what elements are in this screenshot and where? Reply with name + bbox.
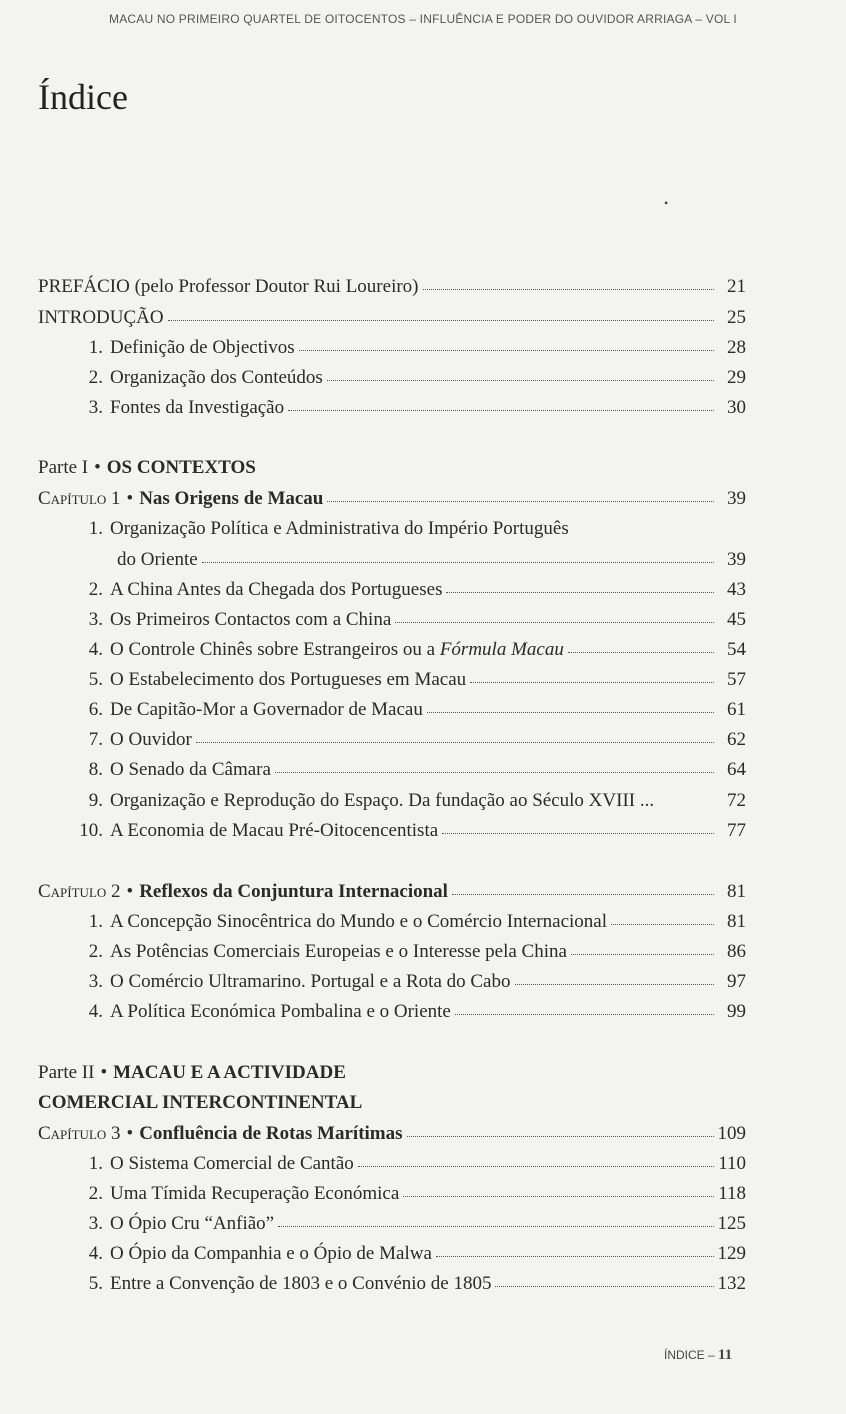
page-number: 25 xyxy=(727,307,746,328)
dot-leader xyxy=(611,923,714,925)
dot-leader xyxy=(436,1255,714,1257)
toc-entry[interactable] xyxy=(38,967,746,997)
bullet: • xyxy=(126,881,134,902)
page-number: 28 xyxy=(727,337,746,358)
entry-number: 1. xyxy=(88,911,103,932)
entry-number: 1. xyxy=(88,518,103,539)
toc-chapter-3[interactable] xyxy=(38,1119,746,1149)
toc-entry[interactable] xyxy=(38,937,746,967)
page-number: 118 xyxy=(718,1183,746,1204)
toc-entry[interactable] xyxy=(38,363,746,393)
entry-number: 2. xyxy=(88,579,103,600)
page-number: 77 xyxy=(727,820,746,841)
bullet: • xyxy=(100,1062,108,1083)
bullet: • xyxy=(126,488,134,509)
toc-entry[interactable] xyxy=(38,1209,746,1239)
entry-label: O Ópio da Companhia e o Ópio de Malwa xyxy=(110,1243,432,1264)
entry-number: 3. xyxy=(88,609,103,630)
entry-label: O Ouvidor xyxy=(110,729,192,750)
page-number: 109 xyxy=(717,1123,746,1144)
entry-number: 4. xyxy=(88,639,103,660)
dot-leader xyxy=(515,983,715,985)
dot-leader xyxy=(202,561,714,563)
page-number: 30 xyxy=(727,397,746,418)
part-heading-1 xyxy=(38,453,256,483)
dot-leader xyxy=(275,771,714,773)
entry-number: 3. xyxy=(88,1213,103,1234)
toc-entry[interactable] xyxy=(38,514,746,544)
entry-number: 8. xyxy=(88,759,103,780)
entry-label: do Oriente xyxy=(117,549,198,570)
page-number: 21 xyxy=(727,276,746,297)
page-number: 81 xyxy=(727,911,746,932)
toc-entry[interactable] xyxy=(38,1269,746,1299)
entry-label: Fontes da Investigação xyxy=(110,397,285,418)
page-footer xyxy=(664,1347,732,1364)
toc-entry[interactable] xyxy=(38,1179,746,1209)
page-number: 132 xyxy=(717,1273,746,1294)
page-number: 43 xyxy=(727,579,746,600)
chapter-title: Confluência de Rotas Marítimas xyxy=(139,1123,403,1144)
entry-label: De Capitão-Mor a Governador de Macau xyxy=(110,699,423,720)
page-number: 62 xyxy=(727,729,746,750)
toc-entry-continuation[interactable] xyxy=(117,545,746,575)
page-number: 39 xyxy=(727,488,746,509)
toc-entry[interactable] xyxy=(38,786,746,816)
entry-number: 1. xyxy=(88,1153,103,1174)
toc-chapter-2[interactable] xyxy=(38,877,746,907)
dot-leader xyxy=(358,1165,714,1167)
toc-entry[interactable] xyxy=(38,997,746,1027)
dot-leader xyxy=(571,953,714,955)
dot-leader xyxy=(455,1013,714,1015)
stray-mark: • xyxy=(664,196,669,210)
entry-label: As Potências Comerciais Europeias e o Interesse pela China xyxy=(110,941,567,962)
toc-entry[interactable] xyxy=(38,755,746,785)
entry-number: 5. xyxy=(88,669,103,690)
footer-label: ÍNDICE – xyxy=(664,1348,719,1362)
entry-label: A Política Económica Pombalina e o Oriente xyxy=(110,1001,451,1022)
entry-label: A Economia de Macau Pré-Oitocencentista xyxy=(110,820,439,841)
dot-leader xyxy=(278,1225,713,1227)
dot-leader xyxy=(168,319,714,321)
entry-label: A Concepção Sinocêntrica do Mundo e o Comércio Internacional xyxy=(110,911,608,932)
toc-entry[interactable] xyxy=(38,907,746,937)
entry-label: Definição de Objectivos xyxy=(110,337,295,358)
prefacio-note: (pelo Professor Doutor Rui Loureiro) xyxy=(129,276,419,297)
entry-number: 6. xyxy=(88,699,103,720)
chapter-prefix: Capítulo 2 xyxy=(38,881,121,902)
entry-label: O Comércio Ultramarino. Portugal e a Rota do Cabo xyxy=(110,971,511,992)
page-number: 86 xyxy=(727,941,746,962)
entry-number: 9. xyxy=(88,790,103,811)
toc-entry-prefacio[interactable] xyxy=(38,272,746,302)
entry-number: 2. xyxy=(88,367,103,388)
dot-leader xyxy=(442,832,714,834)
chapter-title: Nas Origens de Macau xyxy=(139,488,324,509)
page-number: 54 xyxy=(727,639,746,660)
page-number: 29 xyxy=(727,367,746,388)
entry-number: 3. xyxy=(88,971,103,992)
entry-label: Organização dos Conteúdos xyxy=(110,367,323,388)
part-title-continuation: COMERCIAL INTERCONTINENTAL xyxy=(38,1092,363,1113)
part-title: OS CONTEXTOS xyxy=(106,457,256,478)
entry-number: 4. xyxy=(88,1243,103,1264)
dot-leader xyxy=(327,500,714,502)
toc-entry[interactable] xyxy=(38,635,746,665)
toc-entry[interactable] xyxy=(38,725,746,755)
dot-leader xyxy=(327,379,714,381)
entry-label: Entre a Convenção de 1803 e o Convénio de 1805 xyxy=(110,1273,492,1294)
part-heading-2 xyxy=(38,1058,346,1088)
chapter-prefix: Capítulo 1 xyxy=(38,488,121,509)
page-number: 81 xyxy=(727,881,746,902)
entry-number: 7. xyxy=(88,729,103,750)
entry-label: Organização e Reprodução do Espaço. Da fundação ao Século XVIII ... xyxy=(110,790,655,811)
entry-label: O Sistema Comercial de Cantão xyxy=(110,1153,354,1174)
dot-leader xyxy=(403,1195,714,1197)
dot-leader xyxy=(452,893,714,895)
dot-leader xyxy=(427,711,714,713)
page-number: 39 xyxy=(727,549,746,570)
toc-entry[interactable] xyxy=(38,1239,746,1269)
toc-entry-introducao[interactable] xyxy=(38,303,746,333)
entry-label: O Estabelecimento dos Portugueses em Macau xyxy=(110,669,467,690)
entry-label: Organização Política e Administrativa do Império Português xyxy=(110,518,569,539)
page-title: Índice xyxy=(38,77,128,117)
entry-number: 2. xyxy=(88,1183,103,1204)
dot-leader xyxy=(423,288,715,290)
dot-leader xyxy=(196,741,714,743)
dot-leader xyxy=(407,1135,714,1137)
prefacio-label: PREFÁCIO xyxy=(38,276,130,297)
toc-entry[interactable] xyxy=(38,575,746,605)
chapter-prefix: Capítulo 3 xyxy=(38,1123,121,1144)
toc-entry[interactable] xyxy=(38,333,746,363)
entry-label: Os Primeiros Contactos com a China xyxy=(110,609,392,630)
entry-number: 10. xyxy=(79,820,103,841)
entry-label: O Controle Chinês sobre Estrangeiros ou a xyxy=(110,639,440,660)
page-number: 61 xyxy=(727,699,746,720)
entry-number: 5. xyxy=(88,1273,103,1294)
entry-number: 1. xyxy=(88,337,103,358)
dot-leader xyxy=(395,621,714,623)
page-number: 99 xyxy=(727,1001,746,1022)
toc-entry[interactable] xyxy=(38,393,746,423)
toc-entry[interactable] xyxy=(38,816,746,846)
dot-leader xyxy=(299,349,714,351)
dot-leader xyxy=(288,409,714,411)
chapter-title: Reflexos da Conjuntura Internacional xyxy=(139,881,448,902)
entry-number: 4. xyxy=(88,1001,103,1022)
page-number: 72 xyxy=(727,790,746,811)
dot-leader xyxy=(446,591,714,593)
entry-number: 3. xyxy=(88,397,103,418)
page-number: 64 xyxy=(727,759,746,780)
page-number: 129 xyxy=(717,1243,746,1264)
page-number: 110 xyxy=(718,1153,746,1174)
part-prefix: Parte II xyxy=(38,1062,95,1083)
page-number: 97 xyxy=(727,971,746,992)
bullet: • xyxy=(126,1123,134,1144)
page-number: 125 xyxy=(717,1213,746,1234)
dot-leader xyxy=(495,1285,713,1287)
toc-entry[interactable] xyxy=(38,1149,746,1179)
entry-number: 2. xyxy=(88,941,103,962)
running-header: MACAU NO PRIMEIRO QUARTEL DE OITOCENTOS – INFLUÊNCIA E PODER DO OUVIDOR ARRIAGA – VOL I xyxy=(109,12,737,26)
entry-label: O Ópio Cru “Anfião” xyxy=(110,1213,275,1234)
entry-label: Uma Tímida Recuperação Económica xyxy=(110,1183,400,1204)
dot-leader xyxy=(568,651,714,653)
toc-entry[interactable] xyxy=(38,605,746,635)
entry-label: O Senado da Câmara xyxy=(110,759,271,780)
part-prefix: Parte I xyxy=(38,457,89,478)
toc-chapter-1[interactable] xyxy=(38,484,746,514)
toc-entry[interactable] xyxy=(38,665,746,695)
dot-leader xyxy=(470,681,714,683)
introducao-label: INTRODUÇÃO xyxy=(38,307,164,328)
entry-label: A China Antes da Chegada dos Portugueses xyxy=(110,579,443,600)
bullet: • xyxy=(94,457,101,478)
page-number: 57 xyxy=(727,669,746,690)
footer-page-number: 11 xyxy=(718,1347,733,1363)
page-number: 45 xyxy=(727,609,746,630)
toc-entry[interactable] xyxy=(38,695,746,725)
entry-label-italic: Fórmula Macau xyxy=(439,639,564,660)
part-title: MACAU E A ACTIVIDADE xyxy=(113,1062,346,1083)
